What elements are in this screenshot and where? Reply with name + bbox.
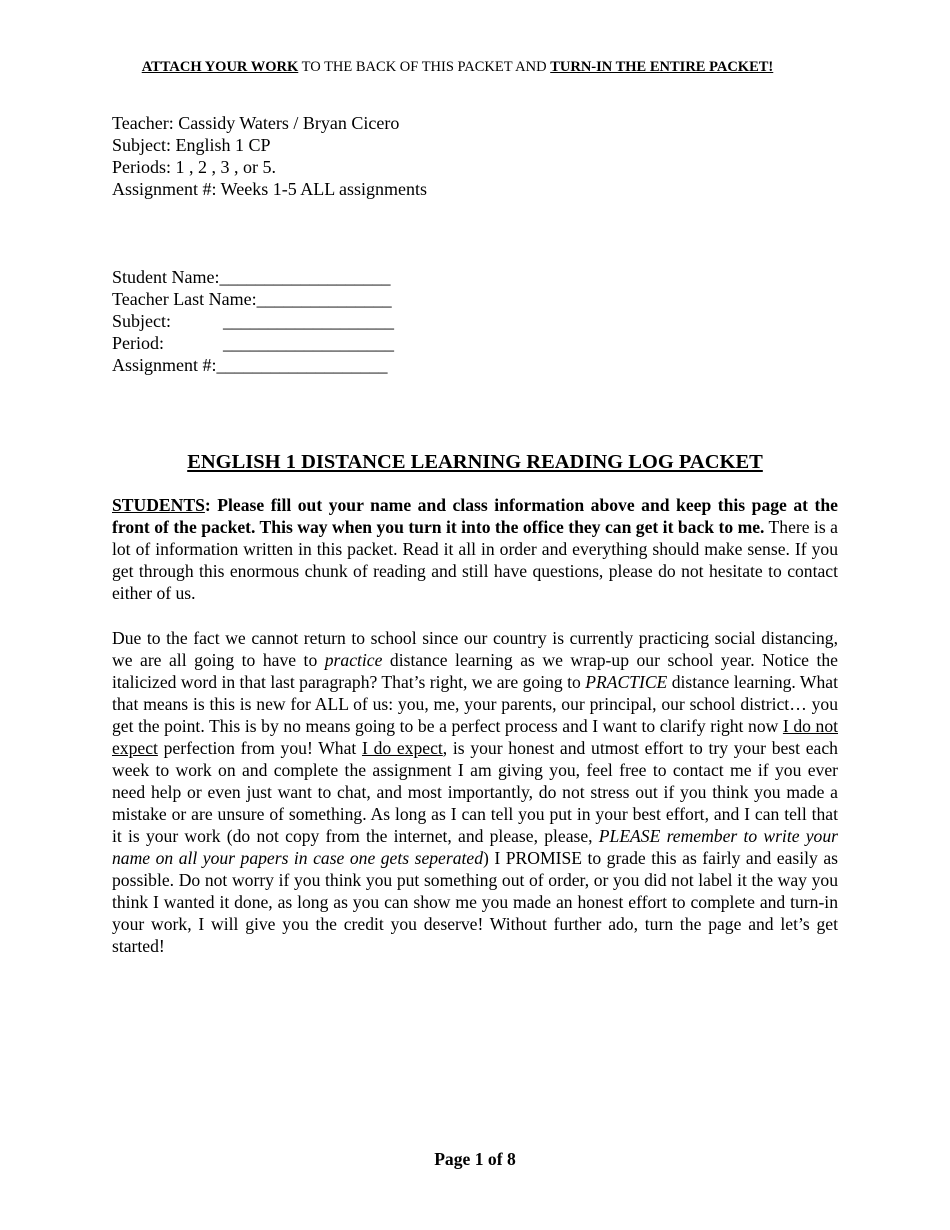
main-paragraph — [112, 627, 838, 957]
main-text-1: Due to the fact we cannot return to school since our country is currently practicing social distancing, we are all going to have to — [112, 628, 838, 670]
main-italic-remember-name: PLEASE remember to write your name on all your papers in case one gets seperated — [112, 826, 838, 868]
period-field[interactable]: ___________________ — [223, 333, 394, 353]
teacher-last-name-row — [112, 288, 392, 310]
student-name-row — [112, 266, 392, 288]
main-text-6: ) I PROMISE to grade this as fairly and easily as possible. Do not worry if you think you put something out of order, or you did not label it the way you think I wanted it done, as long as you can show me you made an honest effort to complete and turn-in your work, I will give you the credit you deserve! Without further ado, turn the page and let’s get started! — [112, 848, 838, 956]
student-name-field[interactable]: ___________________ — [219, 267, 391, 287]
students-label: STUDENTS — [112, 495, 205, 515]
subject-line: Subject: English 1 CP — [112, 135, 271, 155]
main-text-5: , is your honest and utmost effort to try your best each week to work on and complete the assignment I am giving you, feel free to contact me if you ever need help or even just want to chat, and most importantly, do not stress out if you think you made a mistake or are unsure of something. As long as I can tell you put in your best effort, and I can tell that it is your work (do not copy from the internet, and please, please, — [112, 738, 838, 846]
main-text-4: perfection from you! What — [157, 738, 362, 758]
turn-in-emphasis: TURN-IN THE ENTIRE PACKET! — [550, 59, 774, 75]
main-underline-do-expect: I do expect — [362, 738, 443, 758]
intro-paragraph — [112, 494, 838, 604]
student-info-form — [112, 266, 392, 376]
periods-line: Periods: 1 , 2 , 3 , or 5. — [112, 157, 276, 177]
assignment-line: Assignment #: Weeks 1-5 ALL assignments — [112, 179, 428, 199]
period-label: Period: — [112, 333, 164, 353]
assignment-number-label: Assignment #: — [112, 355, 217, 375]
intro-plain-text: There is a lot of information written in this packet. Read it all in order and everything should make sense. If you get through this enormous chunk of reading and still have questions, please do not hesitate to contact either of us. — [112, 517, 838, 603]
subject-field[interactable]: ___________________ — [223, 311, 394, 331]
main-text-2: distance learning as we wrap-up our school year. Notice the italicized word in that last paragraph? That’s right, we are going to — [112, 650, 838, 692]
class-info — [112, 112, 427, 200]
teacher-line: Teacher: Cassidy Waters / Bryan Cicero — [112, 113, 400, 133]
assignment-number-row — [112, 354, 392, 376]
top-instruction — [0, 57, 915, 77]
teacher-last-name-field[interactable]: _______________ — [256, 289, 392, 309]
assignment-number-field[interactable]: ___________________ — [216, 355, 388, 375]
top-instruction-middle: TO THE BACK OF THIS PACKET AND — [298, 59, 551, 75]
intro-bold-text: Please fill out your name and class information above and keep this page at the front of the packet. This way when you turn it into the office they can get it back to me. — [112, 495, 838, 537]
attach-work-emphasis: ATTACH YOUR WORK — [141, 59, 299, 75]
student-name-label: Student Name: — [112, 267, 220, 287]
subject-row — [112, 310, 392, 332]
page-title: ENGLISH 1 DISTANCE LEARNING READING LOG PACKET — [187, 451, 763, 473]
subject-label: Subject: — [112, 311, 171, 331]
page-number: Page 1 of 8 — [434, 1149, 516, 1169]
period-row — [112, 332, 392, 354]
teacher-last-name-label: Teacher Last Name: — [112, 289, 257, 309]
main-underline-do-not-expect: I do not expect — [112, 716, 838, 758]
students-colon: : — [204, 495, 211, 515]
main-italic-practice-caps: PRACTICE — [585, 672, 668, 692]
main-italic-practice: practice — [324, 650, 383, 670]
main-text-3: distance learning. What that means is this is new for ALL of us: you, me, your parents, our principal, our school district… you get the point. This is by no means going to be a perfect process and I want to clarify right now — [112, 672, 839, 736]
